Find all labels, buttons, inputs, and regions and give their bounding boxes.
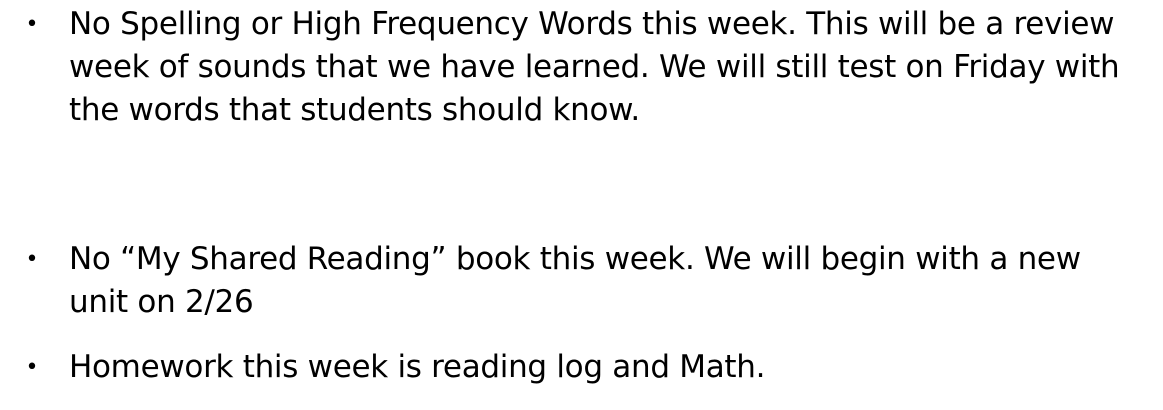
notice-text: No “My Shared Reading” book this week. We will begin with a new unit on 2/26 bbox=[69, 241, 1081, 320]
bullet-icon: • bbox=[25, 355, 39, 380]
bullet-icon: • bbox=[25, 12, 39, 37]
notice-text: No Spelling or High Frequency Words this week. This will be a review week of sounds that we have learned. We will still test on Friday with the words that students should know. bbox=[69, 6, 1120, 128]
bullet-icon: • bbox=[25, 247, 39, 272]
notice-text: Homework this week is reading log and Math. bbox=[69, 349, 766, 385]
